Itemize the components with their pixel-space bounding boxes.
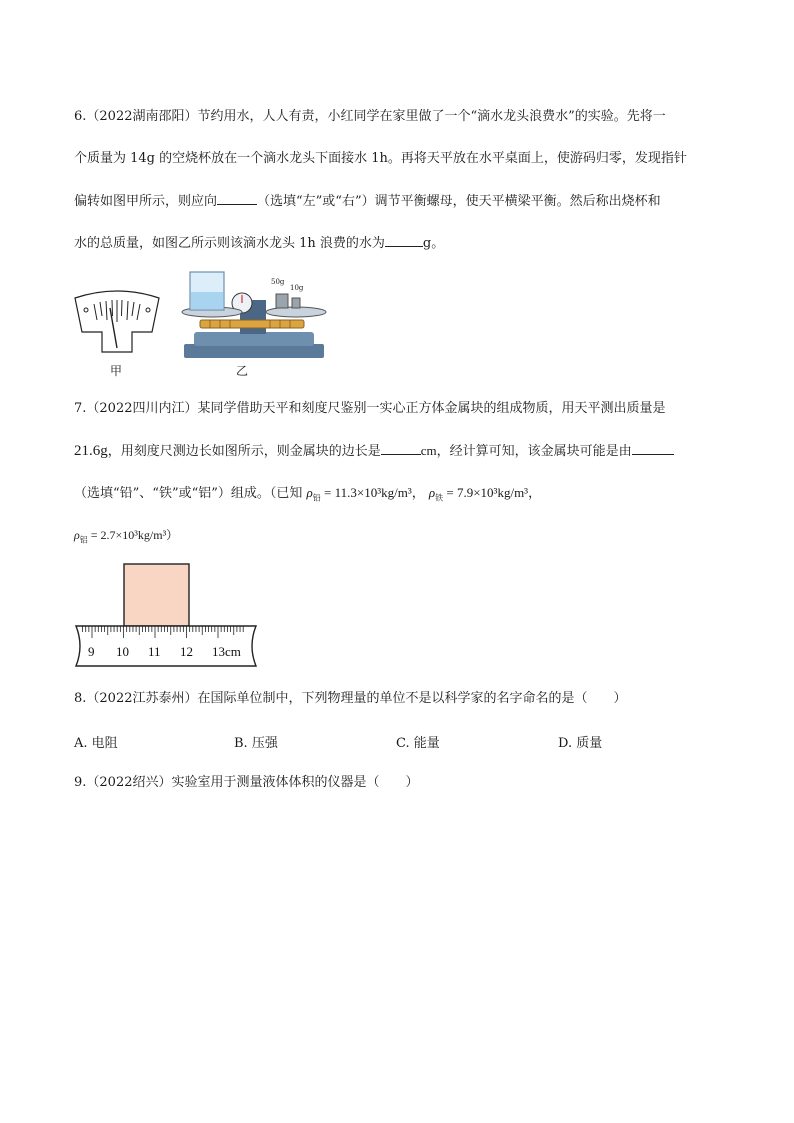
iron-subscript: 铁 (435, 493, 444, 503)
q7-blank-material[interactable] (632, 442, 674, 455)
q9-source: （2022绍兴） (86, 775, 172, 790)
q8-source: （2022江苏泰州） (86, 691, 198, 706)
q7-text-3a: （选填“铅”、“铁”或“铝”）组成。（已知 (74, 486, 303, 501)
ruler-label-12: 12 (180, 644, 193, 659)
q6-line-3 (74, 192, 661, 211)
aluminium-subscript: 铝 (79, 535, 88, 545)
q6-fig-a-label: 甲 (110, 364, 123, 378)
q8-option-d[interactable]: D. 质量 (558, 736, 603, 751)
weight-10g-label: 10g (290, 284, 304, 292)
q6-blank-water-mass[interactable] (385, 234, 423, 247)
q6-fig-b-label: 乙 (236, 364, 249, 378)
q7-comma-1: ， (411, 486, 425, 501)
q7-number: 7. (74, 401, 87, 416)
q7-line-3 (74, 484, 541, 503)
q7-source: （2022四川内江） (86, 401, 198, 416)
q7-mass: 21.6g (74, 443, 108, 459)
q7-line-1 (74, 400, 666, 418)
q6-source: （2022湖南邵阳） (86, 109, 198, 124)
q7-line-4 (74, 526, 178, 544)
lead-subscript: 铅 (312, 493, 321, 503)
q8-option-a[interactable]: A. 电阻 (74, 736, 118, 751)
q7-line-2 (74, 442, 674, 461)
q6-line-4 (74, 234, 444, 253)
q6-number: 6. (74, 109, 87, 124)
q6-line-2 (74, 150, 687, 168)
density-aluminium (74, 528, 167, 545)
lead-density-value: = 11.3×10³kg/m³ (324, 485, 412, 500)
q6-text-1: 节约用水，人人有责，小红同学在家里做了一个“滴水龙头浪费水”的实验。先将一 (197, 109, 666, 124)
density-iron (428, 485, 529, 503)
density-lead (306, 485, 412, 503)
q8-line (74, 690, 627, 708)
q8-text: 在国际单位制中，下列物理量的单位不是以科学家的名字命名的是（ ） (197, 691, 627, 706)
q7-close-paren: ） (166, 528, 179, 542)
q6-line-1 (74, 108, 666, 126)
rho-symbol-iron: ρ (428, 485, 436, 500)
rho-symbol-lead: ρ (306, 485, 313, 500)
q8-number: 8. (74, 691, 87, 706)
ruler-label-13cm: 13cm (212, 644, 241, 659)
aluminium-density-value: = 2.7×10³kg/m³ (90, 528, 167, 542)
q6-blank-direction[interactable] (217, 192, 257, 205)
q9-line (74, 774, 419, 792)
weight-50g-label: 50g (271, 278, 285, 286)
q8-option-c[interactable]: C. 能量 (396, 736, 440, 751)
q6-text-3a: 偏转如图甲所示，则应向 (74, 194, 218, 209)
q6-text-3b: （选填“左”或“右”）调节平衡螺母，使天平横梁平衡。然后称出烧杯和 (257, 194, 661, 209)
ruler-label-11: 11 (148, 644, 161, 659)
ruler-label-9: 9 (88, 644, 95, 659)
q9-text: 实验室用于测量液体体积的仪器是（ ） (171, 775, 419, 790)
iron-density-value: = 7.9×10³kg/m³ (446, 485, 529, 500)
metal-block (124, 564, 189, 626)
q8-option-b[interactable]: B. 压强 (234, 736, 278, 751)
q7-text-2a: ，用刻度尺测边长如图所示，则金属块的边长是 (107, 444, 381, 459)
q7-blank-edge-length[interactable] (381, 442, 421, 455)
ruler-label-10: 10 (116, 644, 129, 659)
q7-comma-2: ， (528, 486, 542, 501)
q9-number: 9. (74, 775, 87, 790)
q7-text-2b: ，经计算可知，该金属块可能是由 (436, 444, 632, 459)
q6-text-4b: g。 (422, 236, 445, 251)
rho-symbol-aluminium: ρ (74, 528, 80, 542)
figure-ruler-block (72, 560, 262, 668)
q6-text-4a: 水的总质量，如图乙所示则该滴水龙头 1h 浪费的水为 (74, 236, 385, 251)
q7-text-1: 某同学借助天平和刻度尺鉴别一实心正方体金属块的组成物质，用天平测出质量是 (197, 401, 666, 416)
q6-text-2: 个质量为 14g 的空烧杯放在一个滴水龙头下面接水 1h。再将天平放在水平桌面上，使游码归零，发现指针 (74, 151, 687, 166)
q7-unit-cm: cm (420, 443, 437, 458)
figure-balance (180, 270, 330, 362)
